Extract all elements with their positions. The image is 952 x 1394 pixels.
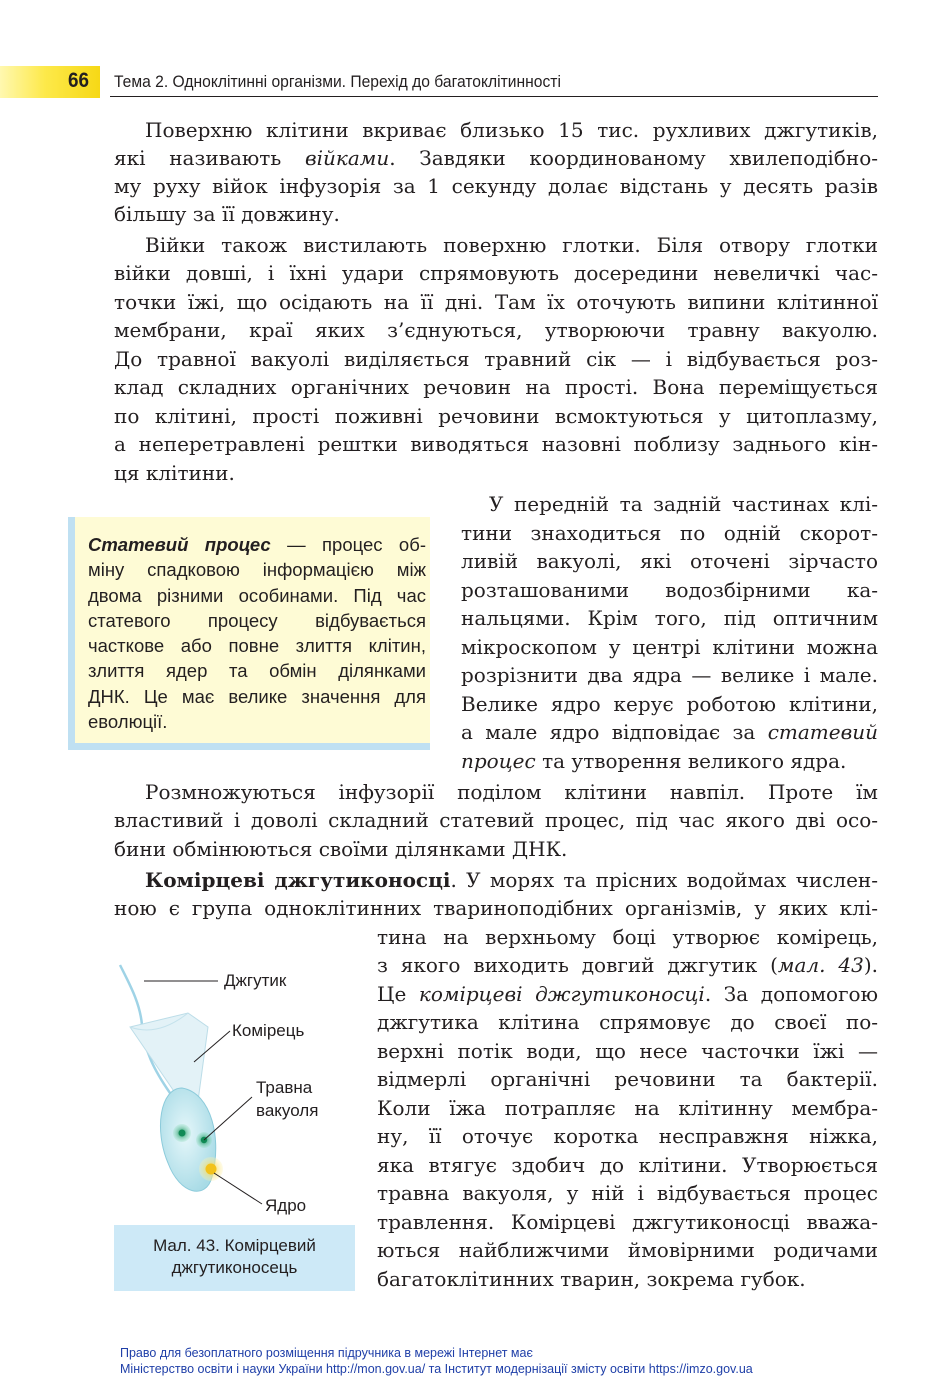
paragraph-5-line: ною є група одноклітинних твариноподібних організмів, у яких клі- [114, 896, 878, 920]
paragraph-5-line: Це комірцеві джгутиконосці. За допомогою [377, 982, 879, 1006]
term-statevyi: статевий [767, 720, 878, 744]
paragraph-4-line: Розмножуються інфузорії поділом клітини навпіл. Проте їм [145, 780, 878, 804]
label-vacuole: Травна [256, 1078, 313, 1097]
paragraph-5-line: джгутика клітина спрямовує до своєї по- [377, 1010, 878, 1034]
paragraph-2-line: а неперетравлені рештки виводяться назовні поблизу заднього кін- [114, 432, 878, 456]
paragraph-2-line: Війки також вистилають поверхню глотки. Біля отвору глотки [145, 233, 878, 257]
label-flagellum: Джгутик [224, 971, 287, 990]
paragraph-2-line: точки їжі, що осідають на її дні. Там їх оточують випини клітинної [114, 290, 878, 314]
paragraph-3-line: нальцями. Крім того, під оптичним [461, 606, 878, 630]
paragraph-5-line: ються найближчими ймовірними родичами [377, 1238, 878, 1262]
paragraph-5-line: яка втягує здобич до клітини. Утворюється [377, 1153, 878, 1177]
paragraph-3-line: розрізнити два ядра — велике і мале. [461, 663, 878, 687]
paragraph-5-line: травна вакуоля, у ній і відбувається процес [377, 1181, 878, 1205]
paragraph-1-line: більшу за її довжину. [114, 202, 340, 226]
paragraph-2-line: ця клітини. [114, 461, 235, 485]
paragraph-3-line: ливій вакуолі, які оточені зірчасто [461, 549, 878, 573]
definition-line: еволюції. [88, 711, 168, 733]
pointer-nucleus [214, 1173, 262, 1204]
term-viyky: війками [304, 146, 390, 170]
definition-line: часткове або повне злиття клітин, [88, 635, 426, 657]
paragraph-2-line: по клітині, прості поживні речовини всмоктуються у цитоплазму, [114, 404, 878, 428]
paragraph-5-line: травлення. Комірцеві джгутиконосці вважа- [377, 1210, 878, 1234]
paragraph-3-line: процес та утворення великого ядра. [461, 749, 847, 773]
paragraph-2-line: клад складних органічних речовин на прості. Вона переміщується [114, 375, 878, 399]
definition-line: двома різними особинами. Під час [88, 584, 426, 606]
label-vacuole: вакуоля [256, 1101, 319, 1120]
definition-line: статевого процесу відбувається [88, 609, 426, 631]
paragraph-2-line: мембрани, краї яких з’єднуються, утворюючи травну вакуолю. [114, 318, 878, 342]
definition-term: Статевий процес [88, 534, 271, 555]
paragraph-5-line: ну, її оточує коротка несправжня ніжка, [377, 1124, 878, 1148]
paragraph-3-line: а мале ядро відповідає за статевий [461, 720, 878, 744]
definition-line: міну спадковою інформацією між [88, 559, 426, 581]
term-komirtsevi: комірцеві джгутиконосці [418, 982, 705, 1006]
footer-line: Міністерство освіти і науки України http://mon.gov.ua/ та Інститут модернізації змісту освіти https://imzo.gov.ua [120, 1362, 753, 1376]
paragraph-1-line: Поверхню клітини вкриває близько 15 тис. рухливих джгутиків, [145, 118, 878, 142]
paragraph-2-line: війки довші, і їхні удари спрямовують досередини невеличкі час- [114, 261, 878, 285]
paragraph-5-line: Коли їжа потрапляє на клітинну мембра- [377, 1096, 878, 1120]
paragraph-1-line: які називають війками. Завдяки координованому хвилеподібно- [114, 146, 878, 170]
footer-line: Право для безоплатного розміщення підручника в мережі Інтернет має [120, 1346, 533, 1360]
definition-line: злиття ядер та обмін ділянками [88, 660, 426, 682]
paragraph-1-line: му руху війок інфузорія за 1 секунду долає відстань у десять разів [114, 174, 878, 198]
running-title: Тема 2. Одноклітинні організми. Перехід до багатоклітинності [114, 72, 561, 91]
paragraph-5-line: тина на верхньому боці утворює комірець, [377, 925, 878, 949]
choanoflagellate-illustration [112, 955, 362, 1225]
paragraph-2-line: До травної вакуолі виділяється травний сік — і відбувається роз- [114, 347, 878, 371]
paragraph-3-line: Велике ядро керує роботою клітини, [461, 692, 878, 716]
paragraph-5-line: багатоклітинних тварин, зокрема губок. [377, 1267, 806, 1291]
term-protses: процес [461, 749, 536, 773]
paragraph-5-line: з якого виходить довгий джгутик (мал. 43). [377, 953, 879, 977]
definition-text: Статевий процес — процес об- міну спадковою інформацією між двома різними особинами. Під час статевого процесу відбувається часткове або повне злиття клітин, злиття ядер та обмін ділянками ДНК. Це має велике значення для еволюції. [88, 532, 426, 734]
definition-line: ДНК. Це має велике значення для [88, 685, 426, 707]
paragraph-5-line: верхні потік води, що несе часточки їжі — [377, 1039, 878, 1063]
header-rule [110, 96, 878, 97]
paragraph-4-line: бини обмінюються своїми ділянками ДНК. [114, 837, 568, 861]
figure-reference: мал. 43 [777, 953, 864, 977]
paragraph-5-line: Комірцеві джгутиконосці. У морях та прісних водоймах числен- [145, 868, 878, 892]
paragraph-3-line: У передній та задній частинах клі- [489, 492, 878, 516]
paragraph-5-line: відмерлі органічні речовини та бактерії. [377, 1067, 878, 1091]
page-number: 66 [68, 69, 90, 92]
paragraph-3-line: розташованими водозбірними ка- [461, 578, 878, 602]
figure-caption: Мал. 43. Комірцевий джгутиконосець [153, 1236, 316, 1277]
label-collar: Комірець [232, 1021, 305, 1040]
paragraph-3-line: тини знаходиться по одній скорот- [461, 521, 878, 545]
paragraph-3-line: мікроскопом у центрі клітини можна [461, 635, 878, 659]
paragraph-4-line: властивий і доволі складний статевий процес, під час якого дві осо- [114, 808, 878, 832]
label-nucleus: Ядро [265, 1196, 307, 1215]
section-heading: Комірцеві джгутиконосці [145, 868, 451, 892]
